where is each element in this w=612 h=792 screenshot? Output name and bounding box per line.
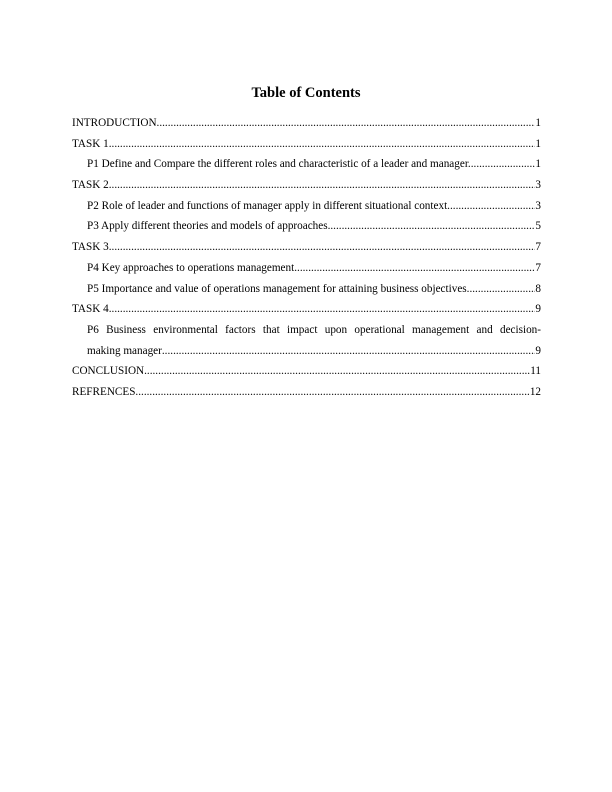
toc-entry-p6[interactable]	[72, 320, 541, 361]
toc-entry-label: TASK 4	[72, 303, 109, 316]
toc-entry-references[interactable]	[72, 382, 541, 403]
toc-entry-task-2[interactable]	[72, 175, 541, 196]
toc-leader-dots	[471, 154, 536, 175]
toc-leader-dots	[135, 382, 529, 403]
toc-entry-label: REFRENCES	[72, 385, 136, 398]
toc-leader-dots	[109, 134, 536, 155]
toc-entry-p5[interactable]	[72, 279, 541, 300]
toc-entry-conclusion[interactable]	[72, 361, 541, 382]
toc-entry-label: P4 Key approaches to operations management	[87, 261, 295, 274]
toc-entry-label: TASK 1	[72, 137, 109, 150]
toc-page-number: 3	[535, 199, 541, 212]
toc-page-number: 5	[535, 220, 541, 233]
toc-page-number: 12	[529, 385, 541, 398]
toc-page-number: 1	[535, 117, 541, 129]
toc-page-number: 7	[535, 241, 541, 254]
toc-entry-task-4[interactable]	[72, 299, 541, 320]
toc-leader-dots	[328, 216, 536, 237]
toc-leader-dots	[162, 341, 536, 362]
toc-entry-p3[interactable]	[72, 216, 541, 237]
toc-page-number: 8	[535, 282, 541, 295]
toc-leader-dots	[109, 299, 536, 320]
toc-entry-label-line2-row	[87, 341, 541, 362]
toc-entry-label: P1 Define and Compare the different roles and characteristic of a leader and manager.	[87, 158, 471, 171]
toc-entry-p2[interactable]	[72, 196, 541, 217]
toc-entry-label-line1: P6 Business environmental factors that impact upon operational management and decision-	[87, 323, 541, 336]
toc-leader-dots	[144, 361, 530, 382]
toc-entry-label: P5 Importance and value of operations management for attaining business objectives.	[87, 282, 470, 295]
toc-page-number: 11	[530, 365, 541, 378]
toc-page-number: 3	[535, 179, 541, 192]
toc-entry-task-3[interactable]	[72, 237, 541, 258]
toc-page-number: 7	[535, 261, 541, 274]
toc-entry-p4[interactable]	[72, 258, 541, 279]
toc-entry-task-1[interactable]	[72, 134, 541, 155]
toc-entry-label: P2 Role of leader and functions of manager apply in different situational context.	[87, 199, 450, 212]
toc-entry-label: P3 Apply different theories and models of approaches	[87, 220, 328, 233]
toc-leader-dots	[294, 258, 535, 279]
table-of-contents	[72, 113, 541, 403]
toc-leader-dots	[450, 196, 535, 217]
toc-page-number: 9	[535, 303, 541, 316]
toc-leader-dots	[469, 279, 535, 300]
toc-leader-dots	[109, 175, 536, 196]
toc-page-number: 1	[535, 158, 541, 171]
toc-leader-dots	[109, 237, 536, 258]
toc-page-number: 1	[535, 137, 541, 150]
toc-page-number: 9	[535, 344, 541, 357]
toc-entry-label: CONCLUSION	[72, 365, 145, 378]
toc-leader-dots	[157, 113, 536, 134]
toc-entry-label: INTRODUCTION	[72, 117, 157, 129]
toc-entry-introduction[interactable]	[72, 113, 541, 134]
toc-entry-p1[interactable]	[72, 154, 541, 175]
toc-entry-label-line2: making manager	[87, 344, 162, 357]
toc-entry-label: TASK 3	[72, 241, 109, 254]
toc-heading: Table of Contents	[251, 85, 361, 101]
toc-entry-label: TASK 2	[72, 179, 109, 192]
